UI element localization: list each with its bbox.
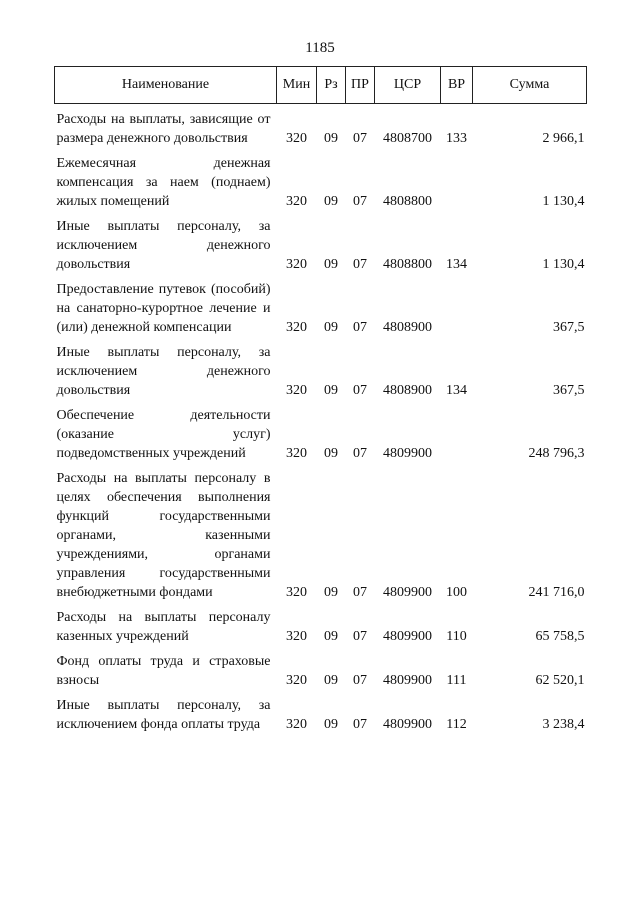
row-vr bbox=[441, 274, 473, 337]
row-pr: 07 bbox=[353, 194, 367, 209]
row-rz: 09 bbox=[324, 446, 338, 461]
row-name: Ежемесячная денежная компенсация за наем (поднаем) жилых помещений bbox=[56, 156, 271, 209]
row-sum: 241 716,0 bbox=[528, 585, 585, 600]
row-csr: 4808800 bbox=[383, 194, 432, 209]
row-vr: 100 bbox=[446, 585, 467, 600]
row-csr: 4809900 bbox=[383, 629, 432, 644]
row-min: 320 bbox=[286, 673, 307, 688]
row-min: 320 bbox=[286, 446, 307, 461]
table-row bbox=[55, 690, 587, 734]
row-pr: 07 bbox=[353, 383, 367, 398]
row-sum: 3 238,4 bbox=[542, 717, 585, 732]
row-rz: 09 bbox=[324, 131, 338, 146]
row-csr: 4809900 bbox=[383, 717, 432, 732]
row-csr: 4808900 bbox=[383, 320, 432, 335]
row-csr: 4809900 bbox=[383, 585, 432, 600]
row-vr: 111 bbox=[446, 673, 467, 688]
header-pr: ПР bbox=[346, 67, 375, 104]
row-min: 320 bbox=[286, 585, 307, 600]
row-name: Фонд оплаты труда и страховые взносы bbox=[56, 654, 271, 688]
page-number: 1185 bbox=[305, 40, 335, 56]
row-min: 320 bbox=[286, 629, 307, 644]
row-min: 320 bbox=[286, 194, 307, 209]
row-name: Иные выплаты персоналу, за исключением фонда оплаты труда bbox=[56, 698, 271, 732]
row-rz: 09 bbox=[324, 629, 338, 644]
row-min: 320 bbox=[286, 257, 307, 272]
row-name: Предоставление путевок (пособий) на санаторно-курортное лечение и (или) денежной компенсации bbox=[56, 282, 271, 335]
row-sum: 248 796,3 bbox=[528, 446, 585, 461]
table-row bbox=[55, 463, 587, 602]
row-vr bbox=[441, 400, 473, 463]
table-header-row bbox=[55, 67, 587, 104]
row-rz: 09 bbox=[324, 320, 338, 335]
row-vr: 112 bbox=[446, 717, 467, 732]
row-pr: 07 bbox=[353, 257, 367, 272]
row-vr: 133 bbox=[446, 131, 467, 146]
row-pr: 07 bbox=[353, 320, 367, 335]
budget-table bbox=[54, 66, 587, 734]
row-pr: 07 bbox=[353, 673, 367, 688]
table-row bbox=[55, 211, 587, 274]
row-pr: 07 bbox=[353, 446, 367, 461]
row-rz: 09 bbox=[324, 585, 338, 600]
header-name: Наименование bbox=[55, 67, 277, 104]
header-min: Мин bbox=[277, 67, 317, 104]
row-sum: 65 758,5 bbox=[535, 629, 585, 644]
row-name: Расходы на выплаты, зависящие от размера денежного довольствия bbox=[56, 112, 271, 146]
row-name: Обеспечение деятельности (оказание услуг) подведомственных учреждений bbox=[56, 408, 271, 461]
row-sum: 1 130,4 bbox=[542, 194, 585, 209]
row-sum: 367,5 bbox=[553, 383, 585, 398]
row-csr: 4809900 bbox=[383, 673, 432, 688]
table-row bbox=[55, 400, 587, 463]
header-csr: ЦСР bbox=[375, 67, 441, 104]
header-rz: Рз bbox=[317, 67, 346, 104]
row-rz: 09 bbox=[324, 257, 338, 272]
row-sum: 367,5 bbox=[553, 320, 585, 335]
row-csr: 4808900 bbox=[383, 383, 432, 398]
row-rz: 09 bbox=[324, 194, 338, 209]
row-pr: 07 bbox=[353, 717, 367, 732]
row-vr bbox=[441, 148, 473, 211]
table-row bbox=[55, 104, 587, 149]
row-name: Иные выплаты персоналу, за исключением денежного довольствия bbox=[56, 345, 271, 398]
row-min: 320 bbox=[286, 383, 307, 398]
row-vr: 134 bbox=[446, 383, 467, 398]
row-csr: 4809900 bbox=[383, 446, 432, 461]
table-row bbox=[55, 274, 587, 337]
row-min: 320 bbox=[286, 320, 307, 335]
row-name: Расходы на выплаты персоналу в целях обеспечения выполнения функций государственными органами, казенными учреждениями, органами управления государственными внебюджетными фондами bbox=[56, 471, 271, 600]
table-row bbox=[55, 602, 587, 646]
row-sum: 62 520,1 bbox=[535, 673, 585, 688]
row-min: 320 bbox=[286, 131, 307, 146]
header-sum: Сумма bbox=[473, 67, 587, 104]
row-min: 320 bbox=[286, 717, 307, 732]
row-pr: 07 bbox=[353, 131, 367, 146]
row-pr: 07 bbox=[353, 585, 367, 600]
row-name: Расходы на выплаты персоналу казенных учреждений bbox=[56, 610, 271, 644]
row-rz: 09 bbox=[324, 673, 338, 688]
row-vr: 134 bbox=[446, 257, 467, 272]
table-row bbox=[55, 148, 587, 211]
row-rz: 09 bbox=[324, 383, 338, 398]
header-vr: ВР bbox=[441, 67, 473, 104]
row-pr: 07 bbox=[353, 629, 367, 644]
row-name: Иные выплаты персоналу, за исключением денежного довольствия bbox=[56, 219, 271, 272]
table-row bbox=[55, 337, 587, 400]
row-sum: 2 966,1 bbox=[542, 131, 585, 146]
row-csr: 4808800 bbox=[383, 257, 432, 272]
table-row bbox=[55, 646, 587, 690]
row-csr: 4808700 bbox=[383, 131, 432, 146]
row-sum: 1 130,4 bbox=[542, 257, 585, 272]
row-vr: 110 bbox=[446, 629, 467, 644]
row-rz: 09 bbox=[324, 717, 338, 732]
